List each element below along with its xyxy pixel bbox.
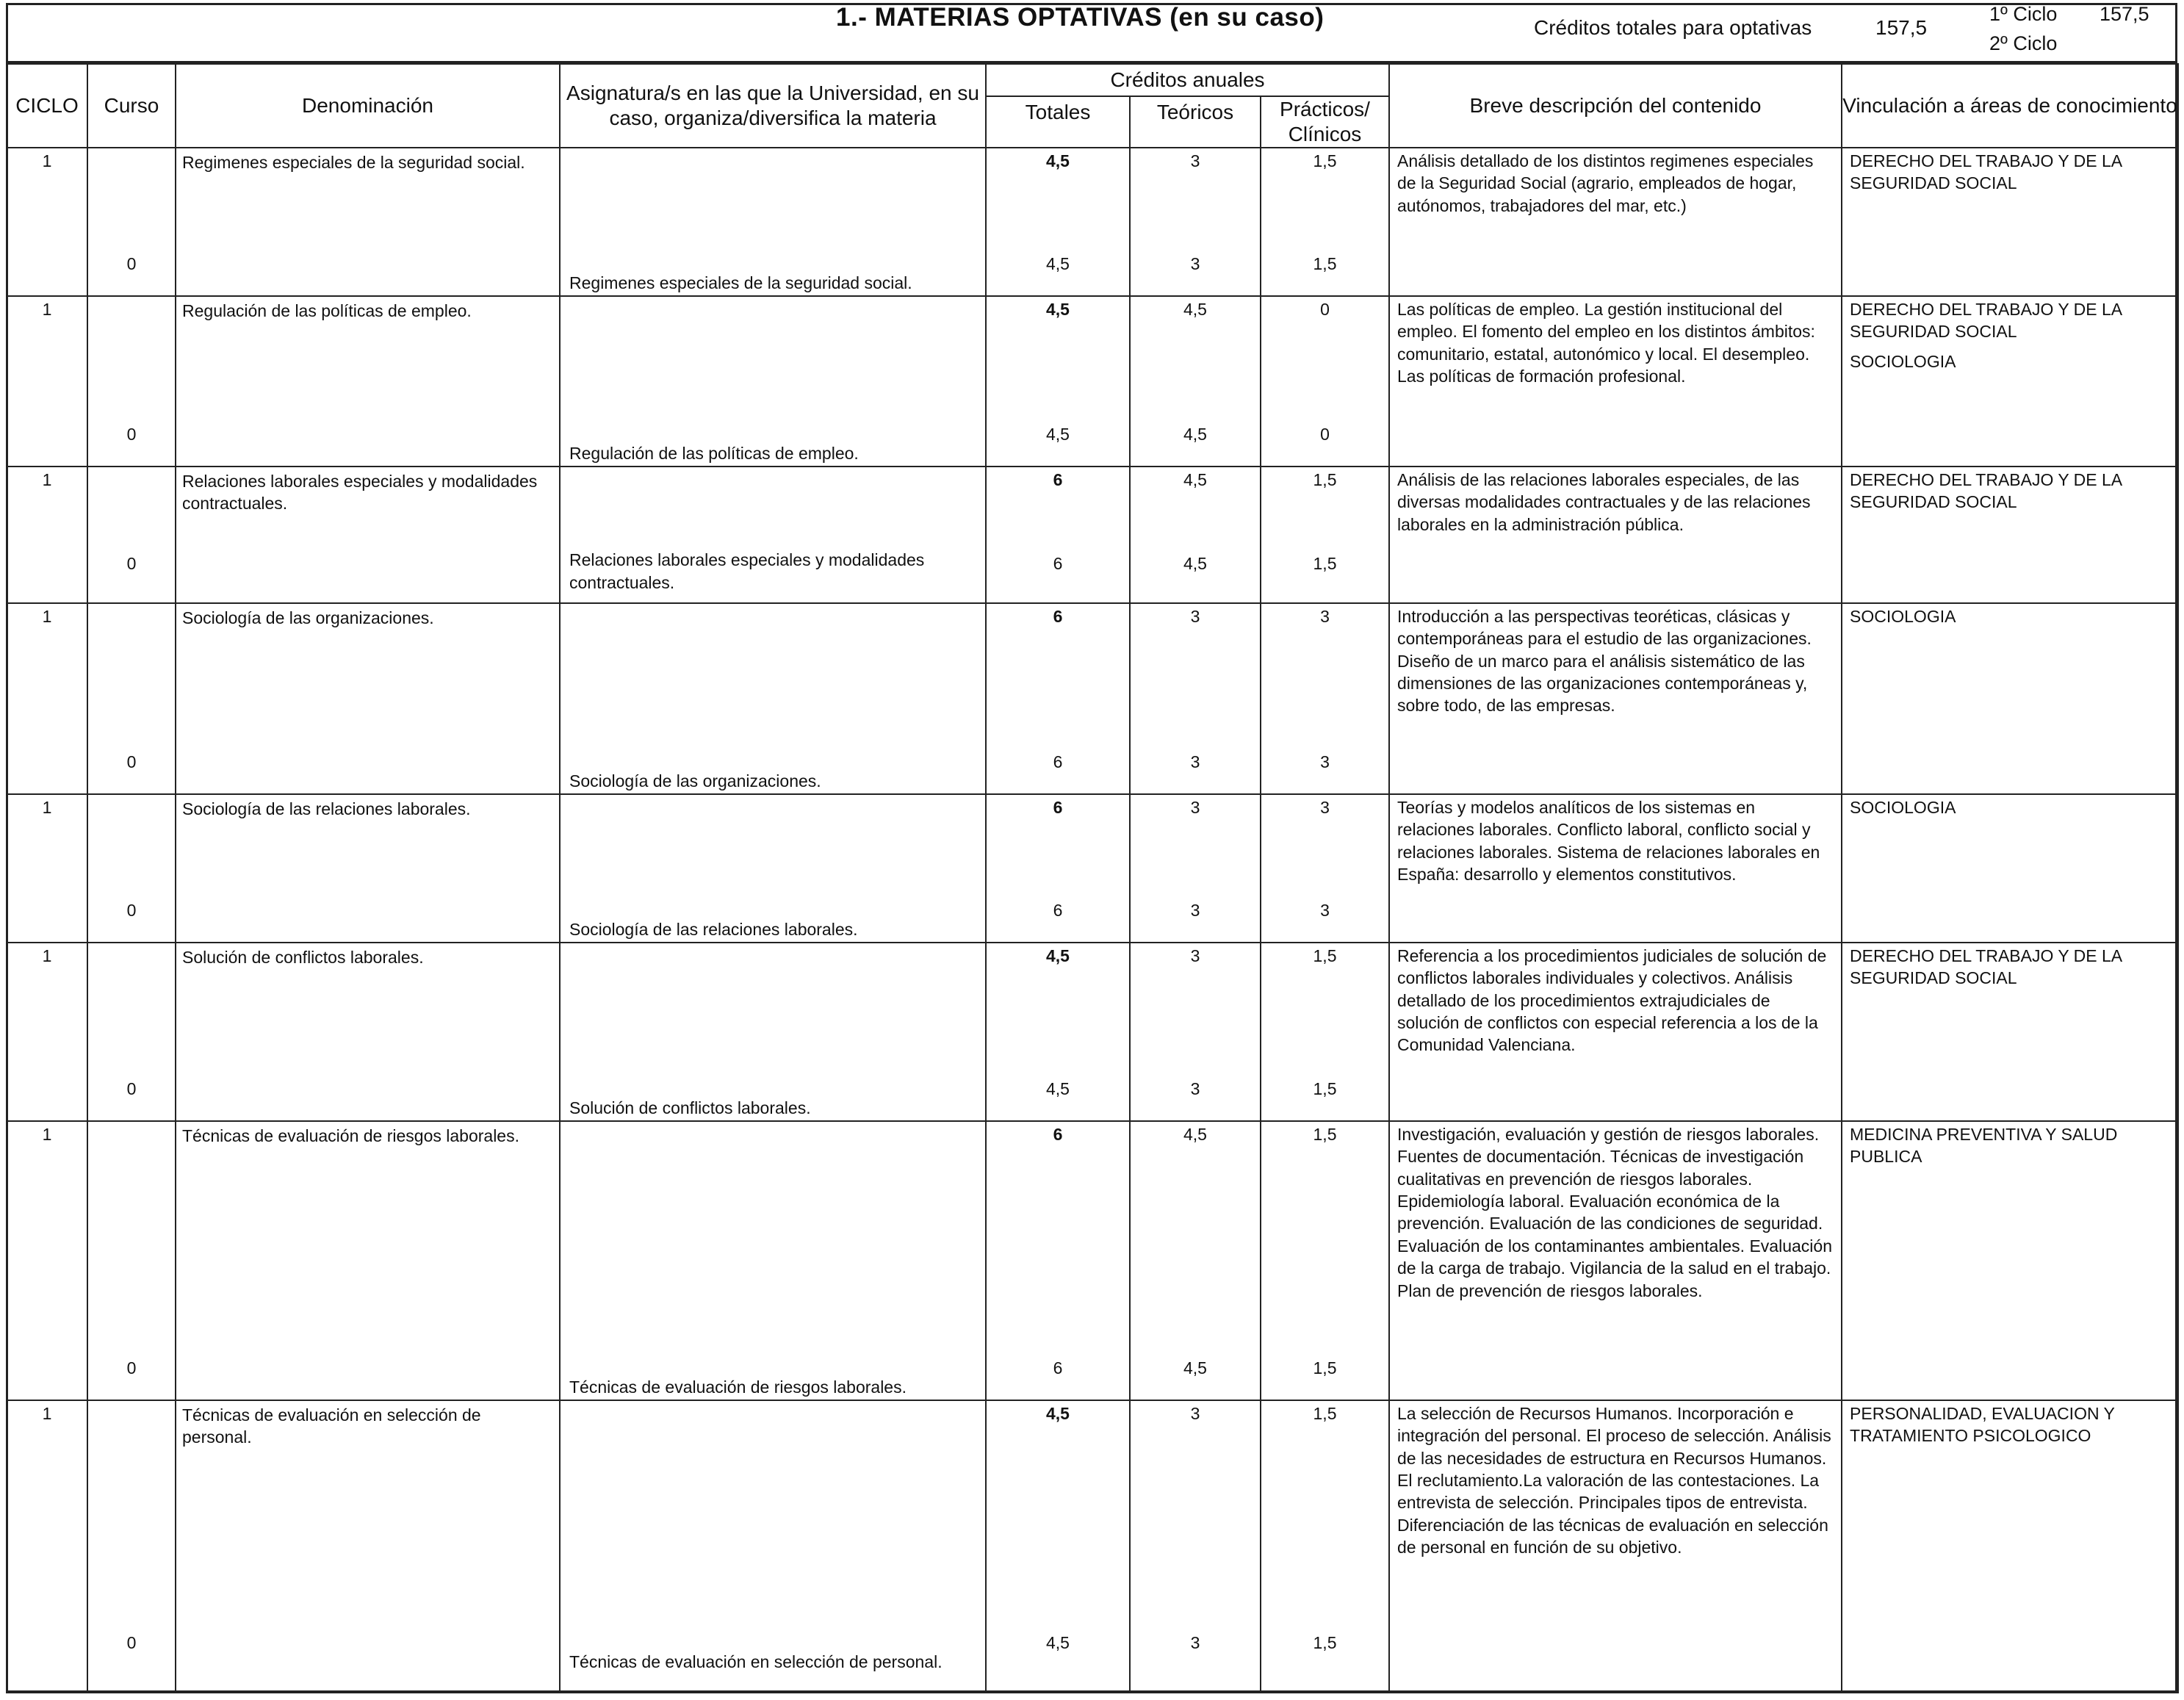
descripcion-cell [1389, 1400, 1842, 1693]
area-conocimiento: DERECHO DEL TRABAJO Y DE LA SEGURIDAD SOCIAL [1850, 946, 2122, 988]
table-row [7, 794, 2178, 943]
descripcion-cell [1389, 148, 1842, 296]
denominacion-cell [176, 603, 560, 794]
totales-asignatura-value: 6 [1053, 1358, 1063, 1377]
denominacion-text: Sociología de las organizaciones. [182, 608, 434, 627]
practicos-materia-value: 1,5 [1313, 470, 1337, 489]
totales-asignatura-value: 4,5 [1046, 424, 1070, 444]
col-practicos-header: Prácticos/ Clínicos [1261, 96, 1389, 148]
teoricos-cell [1130, 943, 1261, 1121]
totales-materia-value: 4,5 [1046, 300, 1070, 319]
ciclo-value: 1 [42, 470, 52, 489]
asignatura-cell [560, 467, 986, 603]
descripcion-text: Las políticas de empleo. La gestión institucional del empleo. El fomento del empleo en los distintos ámbitos: comunitario, estatal, autonómico y local. El desempleo. Las políticas de formación profesional. [1397, 300, 1815, 386]
descripcion-text: Análisis detallado de los distintos regimenes especiales de la Seguridad Social (agrario, empleados de hogar, autónomos, trabajadores del mar, etc.) [1397, 151, 1814, 215]
area-conocimiento: SOCIOLOGIA [1850, 607, 1956, 626]
materia-block [7, 1121, 2178, 1400]
teoricos-materia-value: 4,5 [1183, 470, 1207, 489]
totales-materia-value: 6 [1053, 470, 1063, 489]
curso-value: 0 [126, 1632, 137, 1652]
ciclo-cell [7, 467, 87, 603]
teoricos-asignatura-value: 3 [1190, 1078, 1200, 1098]
ciclo-cell [7, 148, 87, 296]
practicos-asignatura-value: 1,5 [1313, 1078, 1337, 1098]
totales-cell [986, 1400, 1130, 1693]
curso-cell [87, 467, 176, 603]
materia-block [7, 296, 2178, 467]
curso-cell [87, 1400, 176, 1693]
col-asignatura-header: Asignatura/s en las que la Universidad, en su caso, organiza/diversifica la materia [560, 64, 986, 148]
document-title: 1.- MATERIAS OPTATIVAS (en su caso) [836, 3, 1325, 32]
curso-cell [87, 148, 176, 296]
descripcion-cell [1389, 794, 1842, 943]
ciclo-value: 1 [42, 1125, 52, 1144]
totales-cell [986, 148, 1130, 296]
ciclo-cell [7, 296, 87, 467]
ciclo-value: 1 [42, 798, 52, 817]
practicos-cell [1261, 603, 1389, 794]
denominacion-text: Técnicas de evaluación en selección de personal. [182, 1405, 481, 1447]
curso-cell [87, 1121, 176, 1400]
ciclo2-label: 2º Ciclo [1989, 32, 2058, 54]
asignatura-text: Sociología de las relaciones laborales. [569, 919, 858, 939]
practicos-materia-value: 1,5 [1313, 1404, 1337, 1423]
totales-cell [986, 603, 1130, 794]
totales-asignatura-value: 4,5 [1046, 1078, 1070, 1098]
descripcion-text: Análisis de las relaciones laborales especiales, de las diversas modalidades contractuales y de las relaciones laborales en la administración pública. [1397, 470, 1811, 534]
curso-value: 0 [126, 553, 137, 573]
col-vinculacion-header: Vinculación a áreas de conocimiento [1842, 64, 2178, 148]
denominacion-text: Sociología de las relaciones laborales. [182, 799, 471, 818]
area-conocimiento: DERECHO DEL TRABAJO Y DE LA SEGURIDAD SOCIAL [1850, 470, 2122, 512]
totales-cell [986, 467, 1130, 603]
teoricos-cell [1130, 467, 1261, 603]
col-creditos-anuales-header: Créditos anuales [986, 64, 1389, 96]
area-conocimiento: DERECHO DEL TRABAJO Y DE LA SEGURIDAD SOCIAL [1850, 300, 2122, 342]
teoricos-asignatura-value: 3 [1190, 253, 1200, 273]
teoricos-asignatura-value: 3 [1190, 752, 1200, 771]
col-curso-header: Curso [87, 64, 176, 148]
ciclo-cell [7, 943, 87, 1121]
denominacion-cell [176, 148, 560, 296]
curso-value: 0 [126, 1078, 137, 1098]
descripcion-cell [1389, 943, 1842, 1121]
area-conocimiento: MEDICINA PREVENTIVA Y SALUD PUBLICA [1850, 1125, 2118, 1167]
ciclo-cell [7, 794, 87, 943]
denominacion-text: Relaciones laborales especiales y modalidades contractuales. [182, 472, 538, 514]
table-row [7, 1400, 2178, 1693]
curso-value: 0 [126, 1358, 137, 1377]
practicos-cell [1261, 1400, 1389, 1693]
practicos-asignatura-value: 1,5 [1313, 553, 1337, 573]
vinculacion-cell [1842, 467, 2178, 603]
totales-asignatura-value: 4,5 [1046, 1632, 1070, 1652]
teoricos-asignatura-value: 3 [1190, 1632, 1200, 1652]
denominacion-cell [176, 943, 560, 1121]
asignatura-cell [560, 1121, 986, 1400]
curso-cell [87, 943, 176, 1121]
descripcion-cell [1389, 603, 1842, 794]
teoricos-materia-value: 3 [1190, 798, 1200, 817]
totales-cell [986, 943, 1130, 1121]
teoricos-cell [1130, 603, 1261, 794]
credits-total-label: Créditos totales para optativas [1534, 16, 1812, 39]
practicos-asignatura-value: 1,5 [1313, 1358, 1337, 1377]
practicos-materia-value: 3 [1320, 607, 1330, 626]
practicos-cell [1261, 943, 1389, 1121]
descripcion-text: Introducción a las perspectivas teoréticas, clásicas y contemporáneas para el estudio de las organizaciones. Diseño de un marco para el análisis sistemático de las dimensiones de las organizaciones contemporáneas y, sobre todo, de las empresas. [1397, 607, 1812, 716]
credits-total-value: 157,5 [1875, 16, 1928, 39]
ciclo-cell [7, 1121, 87, 1400]
materia-block [7, 467, 2178, 603]
teoricos-materia-value: 3 [1190, 607, 1200, 626]
asignatura-text: Sociología de las organizaciones. [569, 771, 821, 790]
curso-cell [87, 603, 176, 794]
asignatura-text: Técnicas de evaluación de riesgos laborales. [569, 1377, 907, 1397]
totales-cell [986, 1121, 1130, 1400]
denominacion-cell [176, 1121, 560, 1400]
vinculacion-cell [1842, 148, 2178, 296]
asignatura-cell [560, 603, 986, 794]
descripcion-text: La selección de Recursos Humanos. Incorporación e integración del personal. El proceso de selección. Análisis de las necesidades de estructura en Recursos Humanos. El reclutamiento.La valoración de las contestaciones. La entrevista de selección. Principales tipos de entrevista. Diferenciación de las técnicas de evaluación en selección de personal en función de su objetivo. [1397, 1404, 1831, 1557]
ciclo1-value: 157,5 [2100, 3, 2149, 25]
curso-cell [87, 794, 176, 943]
teoricos-materia-value: 3 [1190, 1404, 1200, 1423]
totales-materia-value: 4,5 [1046, 151, 1070, 170]
area-conocimiento: DERECHO DEL TRABAJO Y DE LA SEGURIDAD SOCIAL [1850, 151, 2122, 193]
area-gap [1850, 343, 2172, 350]
practicos-materia-value: 1,5 [1313, 946, 1337, 965]
practicos-cell [1261, 467, 1389, 603]
totales-asignatura-value: 6 [1053, 900, 1063, 920]
col-denominacion-header: Denominación [176, 64, 560, 148]
practicos-asignatura-value: 0 [1320, 424, 1330, 444]
practicos-materia-value: 0 [1320, 300, 1330, 319]
area-conocimiento: SOCIOLOGIA [1850, 798, 1956, 817]
table-row [7, 296, 2178, 467]
table-row [7, 467, 2178, 603]
denominacion-text: Regulación de las políticas de empleo. [182, 301, 472, 320]
ciclo-value: 1 [42, 151, 52, 170]
denominacion-cell [176, 794, 560, 943]
totales-asignatura-value: 6 [1053, 752, 1063, 771]
asignatura-text: Regulación de las políticas de empleo. [569, 443, 859, 463]
descripcion-text: Referencia a los procedimientos judiciales de solución de conflictos laborales individuales y colectivos. Análisis detallado de los procedimientos extrajudiciales de solución de conflictos con especial referencia a los de la Comunidad Valenciana. [1397, 946, 1827, 1055]
col-ciclo-header: CICLO [7, 64, 87, 148]
totales-materia-value: 6 [1053, 607, 1063, 626]
teoricos-asignatura-value: 4,5 [1183, 1358, 1207, 1377]
vinculacion-cell [1842, 1121, 2178, 1400]
teoricos-asignatura-value: 3 [1190, 900, 1200, 920]
ciclo-value: 1 [42, 946, 52, 965]
practicos-cell [1261, 1121, 1389, 1400]
curso-cell [87, 296, 176, 467]
descripcion-cell [1389, 467, 1842, 603]
totales-materia-value: 4,5 [1046, 946, 1070, 965]
practicos-cell [1261, 794, 1389, 943]
materia-block [7, 148, 2178, 296]
asignatura-text: Relaciones laborales especiales y modalidades contractuales. [569, 550, 925, 592]
vinculacion-cell [1842, 943, 2178, 1121]
vinculacion-cell [1842, 1400, 2178, 1693]
ciclo1-label: 1º Ciclo [1989, 3, 2058, 25]
col-totales-header: Totales [986, 96, 1130, 148]
area-conocimiento: SOCIOLOGIA [1850, 351, 1956, 371]
practicos-cell [1261, 296, 1389, 467]
totales-materia-value: 6 [1053, 798, 1063, 817]
table-row [7, 1121, 2178, 1400]
vinculacion-cell [1842, 603, 2178, 794]
descripcion-cell [1389, 296, 1842, 467]
title-bar [6, 3, 2177, 63]
denominacion-cell [176, 467, 560, 603]
ciclo-cell [7, 1400, 87, 1693]
asignatura-text: Técnicas de evaluación en selección de personal. [569, 1652, 943, 1671]
curso-value: 0 [126, 900, 137, 920]
totales-asignatura-value: 6 [1053, 553, 1063, 573]
denominacion-text: Técnicas de evaluación de riesgos laborales. [182, 1126, 519, 1145]
ciclo-value: 1 [42, 1404, 52, 1423]
denominacion-cell [176, 296, 560, 467]
asignatura-cell [560, 1400, 986, 1693]
descripcion-cell [1389, 1121, 1842, 1400]
area-conocimiento: PERSONALIDAD, EVALUACION Y TRATAMIENTO PSICOLOGICO [1850, 1404, 2115, 1446]
teoricos-materia-value: 4,5 [1183, 300, 1207, 319]
denominacion-text: Regimenes especiales de la seguridad social. [182, 153, 525, 172]
materias-table [6, 63, 2179, 1693]
table-header [7, 64, 2178, 148]
col-descripcion-header: Breve descripción del contenido [1389, 64, 1842, 148]
asignatura-text: Solución de conflictos laborales. [569, 1098, 811, 1117]
curso-value: 0 [126, 424, 137, 444]
descripcion-text: Investigación, evaluación y gestión de riesgos laborales. Fuentes de documentación. Técnicas de investigación cualitativas en prevención de riesgos laborales. Epidemiología laboral. Evaluación económica de la prevención. Evaluación de las condiciones de seguridad. Evaluación de los contaminantes ambientales. Evaluación de la carga de trabajo. Vigilancia de la salud en el trabajo. Plan de prevención de riesgos laborales. [1397, 1125, 1832, 1300]
practicos-asignatura-value: 1,5 [1313, 253, 1337, 273]
teoricos-cell [1130, 794, 1261, 943]
teoricos-materia-value: 3 [1190, 946, 1200, 965]
ciclo-value: 1 [42, 300, 52, 319]
asignatura-cell [560, 943, 986, 1121]
teoricos-asignatura-value: 4,5 [1183, 553, 1207, 573]
teoricos-materia-value: 4,5 [1183, 1125, 1207, 1144]
teoricos-cell [1130, 296, 1261, 467]
totales-cell [986, 794, 1130, 943]
denominacion-cell [176, 1400, 560, 1693]
asignatura-text: Regimenes especiales de la seguridad social. [569, 273, 912, 292]
ciclo-cell [7, 603, 87, 794]
teoricos-materia-value: 3 [1190, 151, 1200, 170]
totales-materia-value: 4,5 [1046, 1404, 1070, 1423]
vinculacion-cell [1842, 794, 2178, 943]
curso-value: 0 [126, 752, 137, 771]
teoricos-asignatura-value: 4,5 [1183, 424, 1207, 444]
totales-materia-value: 6 [1053, 1125, 1063, 1144]
table-row [7, 943, 2178, 1121]
practicos-asignatura-value: 3 [1320, 900, 1330, 920]
descripcion-text: Teorías y modelos analíticos de los sistemas en relaciones laborales. Conflicto laboral, conflicto social y relaciones laborales. Sistema de relaciones laborales en España: desarrollo y elementos constitutivos. [1397, 798, 1820, 885]
curso-value: 0 [126, 253, 137, 273]
totales-asignatura-value: 4,5 [1046, 253, 1070, 273]
totales-cell [986, 296, 1130, 467]
practicos-cell [1261, 148, 1389, 296]
teoricos-cell [1130, 1400, 1261, 1693]
practicos-materia-value: 3 [1320, 798, 1330, 817]
practicos-materia-value: 1,5 [1313, 151, 1337, 170]
teoricos-cell [1130, 1121, 1261, 1400]
denominacion-text: Solución de conflictos laborales. [182, 948, 424, 967]
asignatura-cell [560, 296, 986, 467]
materia-block [7, 603, 2178, 794]
practicos-materia-value: 1,5 [1313, 1125, 1337, 1144]
col-teoricos-header: Teóricos [1130, 96, 1261, 148]
teoricos-cell [1130, 148, 1261, 296]
vinculacion-cell [1842, 296, 2178, 467]
table-row [7, 148, 2178, 296]
materia-block [7, 1400, 2178, 1693]
table-row [7, 603, 2178, 794]
practicos-asignatura-value: 1,5 [1313, 1632, 1337, 1652]
practicos-asignatura-value: 3 [1320, 752, 1330, 771]
materia-block [7, 943, 2178, 1121]
asignatura-cell [560, 148, 986, 296]
asignatura-cell [560, 794, 986, 943]
materia-block [7, 794, 2178, 943]
ciclo-value: 1 [42, 607, 52, 626]
